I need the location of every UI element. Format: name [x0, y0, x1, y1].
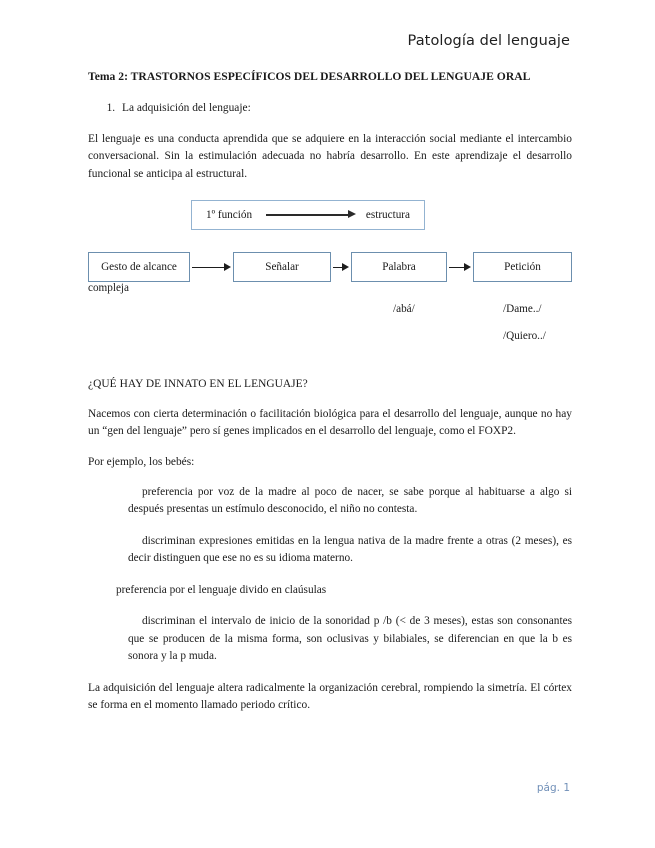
right-arrow-icon [262, 210, 356, 220]
right-arrow-icon [192, 266, 231, 276]
flow-box-gesto [88, 252, 190, 282]
paragraph-bullet-3: preferencia por el lenguaje divido en claúsulas [116, 583, 327, 596]
right-arrow-icon [333, 266, 349, 276]
page-number: pág. 1 [536, 782, 570, 794]
section-heading-innato: ¿QUÉ HAY DE INNATO EN EL LENGUAJE? [88, 378, 308, 390]
running-header: Patología del lenguaje [407, 33, 570, 49]
paragraph-bullet-1: preferencia por voz de la madre al poco de nacer, se sabe porque al habituarse a algo si después presentas un estímulo desconocido, el niño no contesta. [128, 485, 572, 516]
structure-label: estructura [365, 209, 410, 221]
paragraph-intro: El lenguaje es una conducta aprendida que se adquiere en la interacción social mediante el intercambio conversacional. Sin la estimulación adecuada no habría desarrollo. En este aprendizaje el desarrollo funcional se anticipa al estructural. [88, 133, 572, 180]
paragraph-bullet-2: discriminan expresiones emitidas en la lengua nativa de la madre frente a otras (2 meses), es decir distinguen que ese no es su idioma materno. [128, 534, 572, 565]
paragraph-innato: Nacemos con cierta determinación o facilitación biológica para el desarrollo del lenguaje, aunque no hay un “gen del lenguaje” pero sí genes implicados en el desarrollo del lenguaje, como el FOXP2. [88, 408, 572, 438]
flow-overflow-word: compleja [88, 282, 130, 294]
paragraph-por-ejemplo: Por ejemplo, los bebés: [88, 455, 195, 468]
annotation-aba: /abá/ [393, 303, 415, 315]
flow-box-palabra [351, 252, 447, 282]
flow-box-label: Petición [504, 261, 541, 273]
flow-chain [88, 252, 572, 294]
right-arrow-icon [449, 266, 471, 276]
function-label: 1º función [206, 209, 253, 221]
diagram-area [88, 196, 572, 356]
paragraph-final: La adquisición del lenguaje altera radicalmente la organización cerebral, rompiendo la simetría. El córtex se forma en el momento llamado periodo crítico. [88, 681, 572, 712]
paragraph-bullet-4: discriminan el intervalo de inicio de la sonoridad p /b (< de 3 meses), estas son consonantes que se producen de la misma forma, son oclusivas y bilabiales, se diferencian en que la b es sonora y la p muda. [128, 615, 572, 663]
flow-box-senalar [233, 252, 331, 282]
flow-box-label: Palabra [382, 261, 416, 273]
flow-box-label: Señalar [265, 261, 299, 273]
flow-box-label: Gesto de alcance [101, 261, 177, 273]
document-body [88, 70, 572, 728]
page-title: Tema 2: TRASTORNOS ESPECÍFICOS DEL DESARROLLO DEL LENGUAJE ORAL [88, 70, 531, 83]
annotation-dame: /Dame../ [503, 303, 542, 315]
flow-box-peticion [473, 252, 572, 282]
numbered-list [88, 100, 572, 117]
annotation-quiero: /Quiero../ [503, 330, 546, 342]
list-item: 1. La adquisición del lenguaje: [118, 100, 572, 117]
function-structure-box [191, 200, 425, 230]
